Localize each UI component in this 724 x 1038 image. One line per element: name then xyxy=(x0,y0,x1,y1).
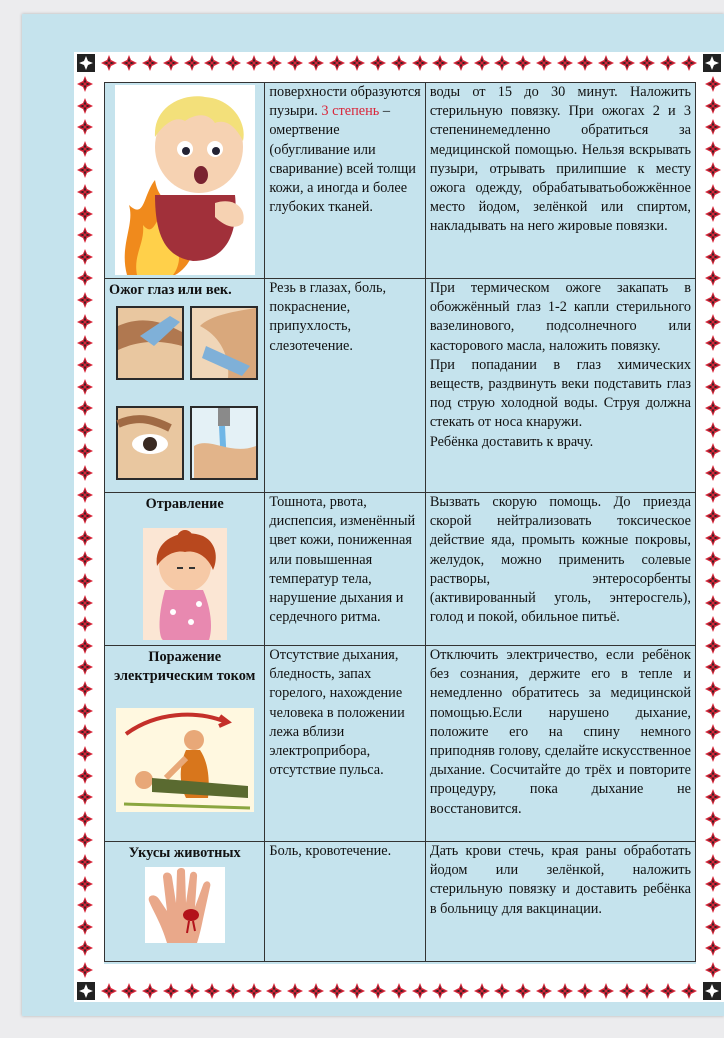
border-ornament-icon xyxy=(660,55,676,71)
condition-title: Отравление xyxy=(145,496,224,512)
border-ornament-icon xyxy=(77,530,93,546)
border-ornament-icon xyxy=(515,983,531,999)
border-ornament-icon xyxy=(557,55,573,71)
condition-cell xyxy=(105,279,265,493)
border-ornament-icon xyxy=(536,983,552,999)
border-ornament-icon xyxy=(598,55,614,71)
border-ornament-icon xyxy=(163,983,179,999)
border-ornament-icon xyxy=(705,876,721,892)
border-ornament-icon xyxy=(705,940,721,956)
border-ornament-icon xyxy=(77,249,93,265)
border-ornament-icon xyxy=(515,55,531,71)
border-ornament-icon xyxy=(266,983,282,999)
border-ornament-icon xyxy=(705,573,721,589)
condition-cell xyxy=(105,842,265,962)
border-ornament-icon xyxy=(349,983,365,999)
content-area xyxy=(104,82,696,964)
border-ornament-icon xyxy=(77,919,93,935)
border-ornament-icon xyxy=(705,508,721,524)
border-ornament-icon xyxy=(77,443,93,459)
border-ornament-icon xyxy=(705,638,721,654)
border-ornament-icon xyxy=(705,422,721,438)
border-ornament-icon xyxy=(121,983,137,999)
border-ornament-icon xyxy=(370,55,386,71)
border-ornament-icon xyxy=(619,983,635,999)
border-ornament-icon xyxy=(412,983,428,999)
border-ornament-icon xyxy=(77,724,93,740)
ornamental-frame xyxy=(74,52,724,1002)
aid-cell: Вызвать скорую помощь. До приезда скорой нейтрализовать токсическое действие яда, промыть кожные покровы, желудок, можно применить солевые растворы, энтеросорбенты (активированный уголь, энтеросгель), голод и покой, обильное питьё. xyxy=(425,493,695,646)
border-ornament-icon xyxy=(349,55,365,71)
border-top xyxy=(74,52,724,74)
border-ornament-icon xyxy=(77,184,93,200)
border-ornament-icon xyxy=(705,616,721,632)
border-ornament-icon xyxy=(287,983,303,999)
border-ornament-icon xyxy=(101,55,117,71)
border-ornament-icon xyxy=(77,400,93,416)
border-ornament-icon xyxy=(225,55,241,71)
bitten-hand-illustration xyxy=(109,867,260,943)
border-ornament-icon xyxy=(705,443,721,459)
border-ornament-icon xyxy=(308,983,324,999)
border-ornament-icon xyxy=(432,983,448,999)
aid-cell: Отключить электричество, если ребёнок без сознания, держите его в тепле и немедленно обратитесь за медицинской помощью.Если нарушено дыхание, положите его на спину немного приподняв голову, сделайте искусственное дыхание. Сосчитайте до трёх и повторите процедуру, пока дыхание не восстановится. xyxy=(425,646,695,842)
border-ornament-icon xyxy=(287,55,303,71)
degree-highlight: 3 степень xyxy=(321,103,380,120)
border-ornament-icon xyxy=(77,897,93,913)
border-ornament-icon xyxy=(705,659,721,675)
border-ornament-icon xyxy=(77,292,93,308)
border-ornament-icon xyxy=(77,270,93,286)
border-ornament-icon xyxy=(705,357,721,373)
border-ornament-icon xyxy=(660,983,676,999)
symptoms-cell: поверхности образуются пузыри. 3 степень – омертвение (обугливание или сваривание) всей толщи кожи, а иногда и более глубоких тканей. xyxy=(265,83,425,279)
border-ornament-icon xyxy=(705,98,721,114)
border-ornament-icon xyxy=(308,55,324,71)
border-ornament-icon xyxy=(77,162,93,178)
border-ornament-icon xyxy=(705,768,721,784)
border-bottom xyxy=(74,980,724,1002)
border-ornament-icon xyxy=(121,55,137,71)
border-ornament-icon xyxy=(598,983,614,999)
condition-cell xyxy=(105,83,265,279)
border-ornament-icon xyxy=(453,983,469,999)
border-ornament-icon xyxy=(101,983,117,999)
border-ornament-icon xyxy=(246,983,262,999)
aid-cell: Дать крови стечь, края раны обработать йодом или зелёнкой, наложить стерильную повязку и доставить ребёнка в больницу для вакцинации. xyxy=(425,842,695,962)
border-ornament-icon xyxy=(77,811,93,827)
border-ornament-icon xyxy=(577,983,593,999)
border-ornament-icon xyxy=(77,854,93,870)
border-ornament-icon xyxy=(705,141,721,157)
condition-title: Ожог глаз или век. xyxy=(109,282,232,298)
border-ornament-icon xyxy=(204,55,220,71)
border-ornament-icon xyxy=(184,55,200,71)
border-ornament-icon xyxy=(77,789,93,805)
border-ornament-icon xyxy=(705,789,721,805)
table-row xyxy=(105,842,696,962)
border-ornament-icon xyxy=(77,616,93,632)
border-ornament-icon xyxy=(557,983,573,999)
border-ornament-icon xyxy=(77,638,93,654)
border-ornament-icon xyxy=(639,55,655,71)
border-ornament-icon xyxy=(412,55,428,71)
border-ornament-icon xyxy=(77,227,93,243)
border-ornament-icon xyxy=(705,703,721,719)
border-ornament-icon xyxy=(705,227,721,243)
border-ornament-icon xyxy=(705,400,721,416)
symptoms-cell: Тошнота, рвота, диспепсия, изменённый цвет кожи, пониженная или повышенная температур тела, нарушение дыхания и сердечного ритма. xyxy=(265,493,425,646)
table-row xyxy=(105,493,696,646)
symptoms-cell: Резь в глазах, боль, покраснение, припухлость, слезотечение. xyxy=(265,279,425,493)
border-ornament-icon xyxy=(705,854,721,870)
border-ornament-icon xyxy=(474,55,490,71)
border-ornament-icon xyxy=(142,983,158,999)
border-ornament-icon xyxy=(705,292,721,308)
page xyxy=(22,14,724,1016)
border-ornament-icon xyxy=(705,270,721,286)
border-ornament-icon xyxy=(705,832,721,848)
border-ornament-icon xyxy=(432,55,448,71)
corner-ornament-icon xyxy=(702,981,722,1001)
border-ornament-icon xyxy=(77,379,93,395)
border-ornament-icon xyxy=(391,55,407,71)
border-ornament-icon xyxy=(77,335,93,351)
border-ornament-icon xyxy=(246,55,262,71)
border-ornament-icon xyxy=(705,551,721,567)
border-ornament-icon xyxy=(77,76,93,92)
border-ornament-icon xyxy=(77,314,93,330)
border-ornament-icon xyxy=(705,724,721,740)
border-ornament-icon xyxy=(705,962,721,978)
border-ornament-icon xyxy=(77,465,93,481)
border-ornament-icon xyxy=(77,768,93,784)
sick-girl-illustration xyxy=(109,528,260,640)
border-ornament-icon xyxy=(705,379,721,395)
border-ornament-icon xyxy=(705,487,721,503)
condition-cell xyxy=(105,493,265,646)
border-ornament-icon xyxy=(329,55,345,71)
border-ornament-icon xyxy=(705,162,721,178)
symptoms-cell: Боль, кровотечение. xyxy=(265,842,425,962)
border-ornament-icon xyxy=(705,530,721,546)
aid-cell: При термическом ожоге закапать в обожжённый глаз 1-2 капли стерильного вазелинового, подсолнечного или касторового масла, наложить повязку. При попадании в глаз химических веществ, раздвинуть веки подставить глаз под струю холодной воды. Струя должна стекать от носа кнаружи. Ребёнка доставить к врачу. xyxy=(425,279,695,493)
border-ornament-icon xyxy=(225,983,241,999)
border-ornament-icon xyxy=(77,551,93,567)
border-ornament-icon xyxy=(705,119,721,135)
corner-ornament-icon xyxy=(76,53,96,73)
condition-title: Укусы животных xyxy=(128,845,241,861)
border-ornament-icon xyxy=(77,746,93,762)
border-ornament-icon xyxy=(77,487,93,503)
table-row xyxy=(105,646,696,842)
border-ornament-icon xyxy=(77,681,93,697)
border-ornament-icon xyxy=(77,573,93,589)
border-ornament-icon xyxy=(681,55,697,71)
border-ornament-icon xyxy=(77,832,93,848)
table-row xyxy=(105,83,696,279)
border-ornament-icon xyxy=(77,659,93,675)
border-left xyxy=(74,74,96,980)
border-ornament-icon xyxy=(370,983,386,999)
border-ornament-icon xyxy=(77,422,93,438)
border-ornament-icon xyxy=(329,983,345,999)
condition-cell xyxy=(105,646,265,842)
border-right xyxy=(702,74,724,980)
border-ornament-icon xyxy=(204,983,220,999)
border-ornament-icon xyxy=(536,55,552,71)
table-row xyxy=(105,279,696,493)
first-aid-table xyxy=(104,82,696,962)
border-ornament-icon xyxy=(681,983,697,999)
border-ornament-icon xyxy=(577,55,593,71)
border-ornament-icon xyxy=(391,983,407,999)
aid-cell: воды от 15 до 30 минут. Наложить стерильную повязку. При ожогах 2 и 3 степенинемедленно обратиться за медицинской помощью. Нельзя вскрывать пузыри, отрывать прилипшие к месту ожога одежду, обрабатыватьобожжённое место йодом, зелёнкой или спиртом, накладывать на него жировые повязки. xyxy=(425,83,695,279)
symptoms-cell: Отсутствие дыхания, бледность, запах горелого, нахождение человека в положении лежа вблизи электроприбора, отсутствие пульса. xyxy=(265,646,425,842)
corner-ornament-icon xyxy=(76,981,96,1001)
border-ornament-icon xyxy=(705,897,721,913)
corner-ornament-icon xyxy=(702,53,722,73)
border-ornament-icon xyxy=(705,681,721,697)
border-ornament-icon xyxy=(184,983,200,999)
border-ornament-icon xyxy=(77,595,93,611)
border-ornament-icon xyxy=(494,983,510,999)
border-ornament-icon xyxy=(77,508,93,524)
cpr-illustration xyxy=(109,708,260,812)
border-ornament-icon xyxy=(705,184,721,200)
border-ornament-icon xyxy=(77,98,93,114)
border-ornament-icon xyxy=(77,206,93,222)
border-ornament-icon xyxy=(639,983,655,999)
border-ornament-icon xyxy=(474,983,490,999)
border-ornament-icon xyxy=(705,811,721,827)
border-ornament-icon xyxy=(77,940,93,956)
border-ornament-icon xyxy=(453,55,469,71)
border-ornament-icon xyxy=(705,335,721,351)
border-ornament-icon xyxy=(163,55,179,71)
border-ornament-icon xyxy=(705,465,721,481)
border-ornament-icon xyxy=(494,55,510,71)
border-ornament-icon xyxy=(77,962,93,978)
border-ornament-icon xyxy=(705,595,721,611)
border-ornament-icon xyxy=(705,76,721,92)
border-ornament-icon xyxy=(266,55,282,71)
border-ornament-icon xyxy=(705,919,721,935)
condition-title: Поражение электрическим током xyxy=(114,649,256,685)
burned-child-illustration xyxy=(109,85,260,275)
border-ornament-icon xyxy=(705,206,721,222)
border-ornament-icon xyxy=(619,55,635,71)
border-ornament-icon xyxy=(705,746,721,762)
border-ornament-icon xyxy=(77,141,93,157)
border-ornament-icon xyxy=(77,703,93,719)
border-ornament-icon xyxy=(77,119,93,135)
border-ornament-icon xyxy=(705,249,721,265)
border-ornament-icon xyxy=(77,357,93,373)
border-ornament-icon xyxy=(705,314,721,330)
eye-wash-illustrations xyxy=(109,306,260,482)
border-ornament-icon xyxy=(77,876,93,892)
border-ornament-icon xyxy=(142,55,158,71)
